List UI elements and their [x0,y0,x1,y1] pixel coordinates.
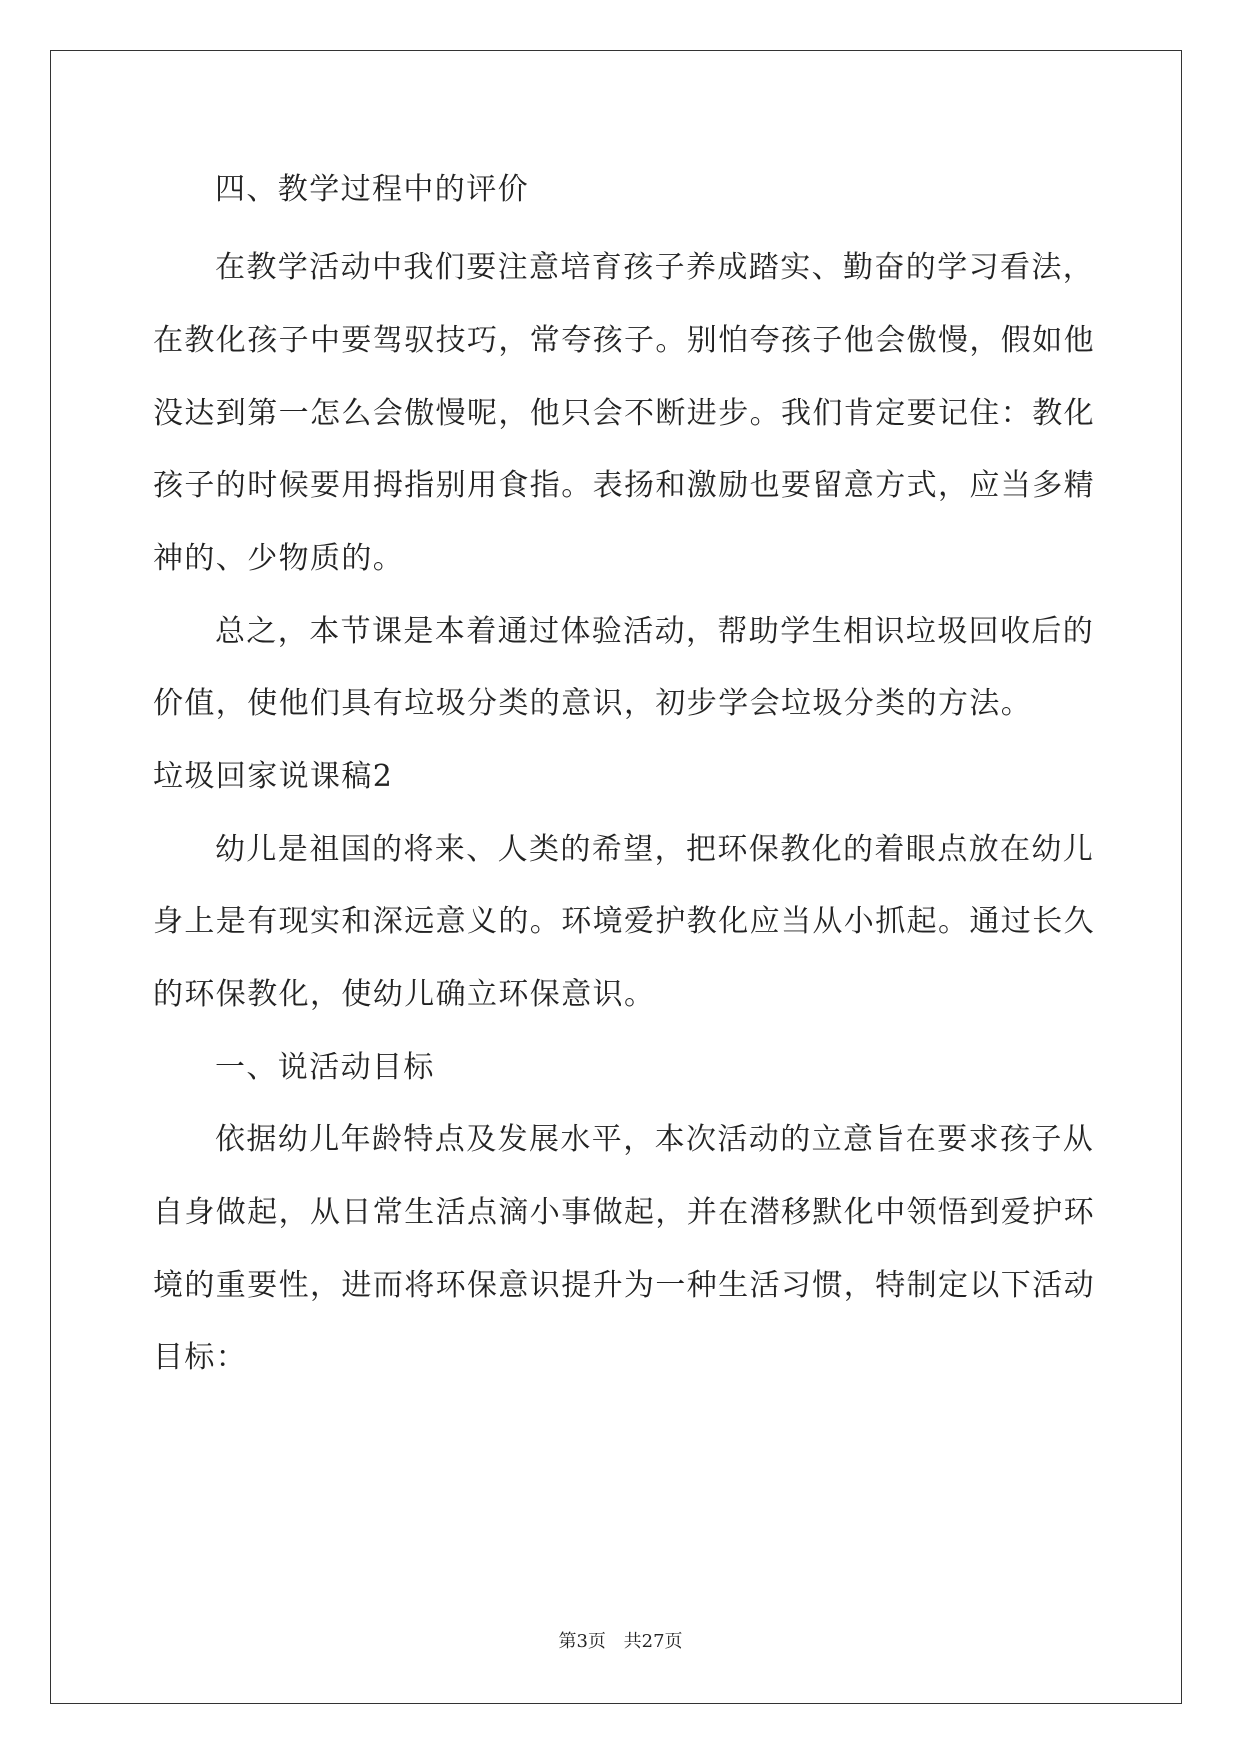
paragraph-line: 身上是有现实和深远意义的。环境爱护教化应当从小抓起。通过长久 [153,904,1095,939]
paragraph-line: 自身做起，从日常生活点滴小事做起，并在潜移默化中领悟到爱护环 [153,1195,1095,1230]
section-heading: 四、教学过程中的评价 [215,172,529,207]
page-total: 共27页 [623,1631,683,1652]
paragraph-line: 在教化孩子中要驾驭技巧，常夸孩子。别怕夸孩子他会傲慢，假如他 [153,323,1095,358]
paragraph-line: 幼儿是祖国的将来、人类的希望，把环保教化的着眼点放在幼儿 [215,832,1095,867]
paragraph-line: 总之，本节课是本着通过体验活动，帮助学生相识垃圾回收后的 [215,614,1095,649]
paragraph-line: 价值，使他们具有垃圾分类的意识，初步学会垃圾分类的方法。 [153,686,1033,721]
paragraph-line: 神的、少物质的。 [153,541,405,576]
document-title: 垃圾回家说课稿2 [153,759,394,794]
paragraph-line: 目标： [153,1340,248,1375]
paragraph-line: 的环保教化，使幼儿确立环保意识。 [153,977,656,1012]
page-border [50,50,1182,1704]
section-heading: 一、说活动目标 [215,1050,435,1085]
page-number: 第3页 [558,1631,606,1652]
paragraph-line: 孩子的时候要用拇指别用食指。表扬和激励也要留意方式，应当多精 [153,468,1095,503]
paragraph-line: 境的重要性，进而将环保意识提升为一种生活习惯，特制定以下活动 [153,1268,1095,1303]
paragraph-line: 没达到第一怎么会傲慢呢，他只会不断进步。我们肯定要记住：教化 [153,396,1095,431]
page-footer [0,1630,1241,1654]
paragraph-line: 在教学活动中我们要注意培育孩子养成踏实、勤奋的学习看法， [215,250,1095,285]
paragraph-line: 依据幼儿年龄特点及发展水平，本次活动的立意旨在要求孩子从 [215,1122,1095,1157]
